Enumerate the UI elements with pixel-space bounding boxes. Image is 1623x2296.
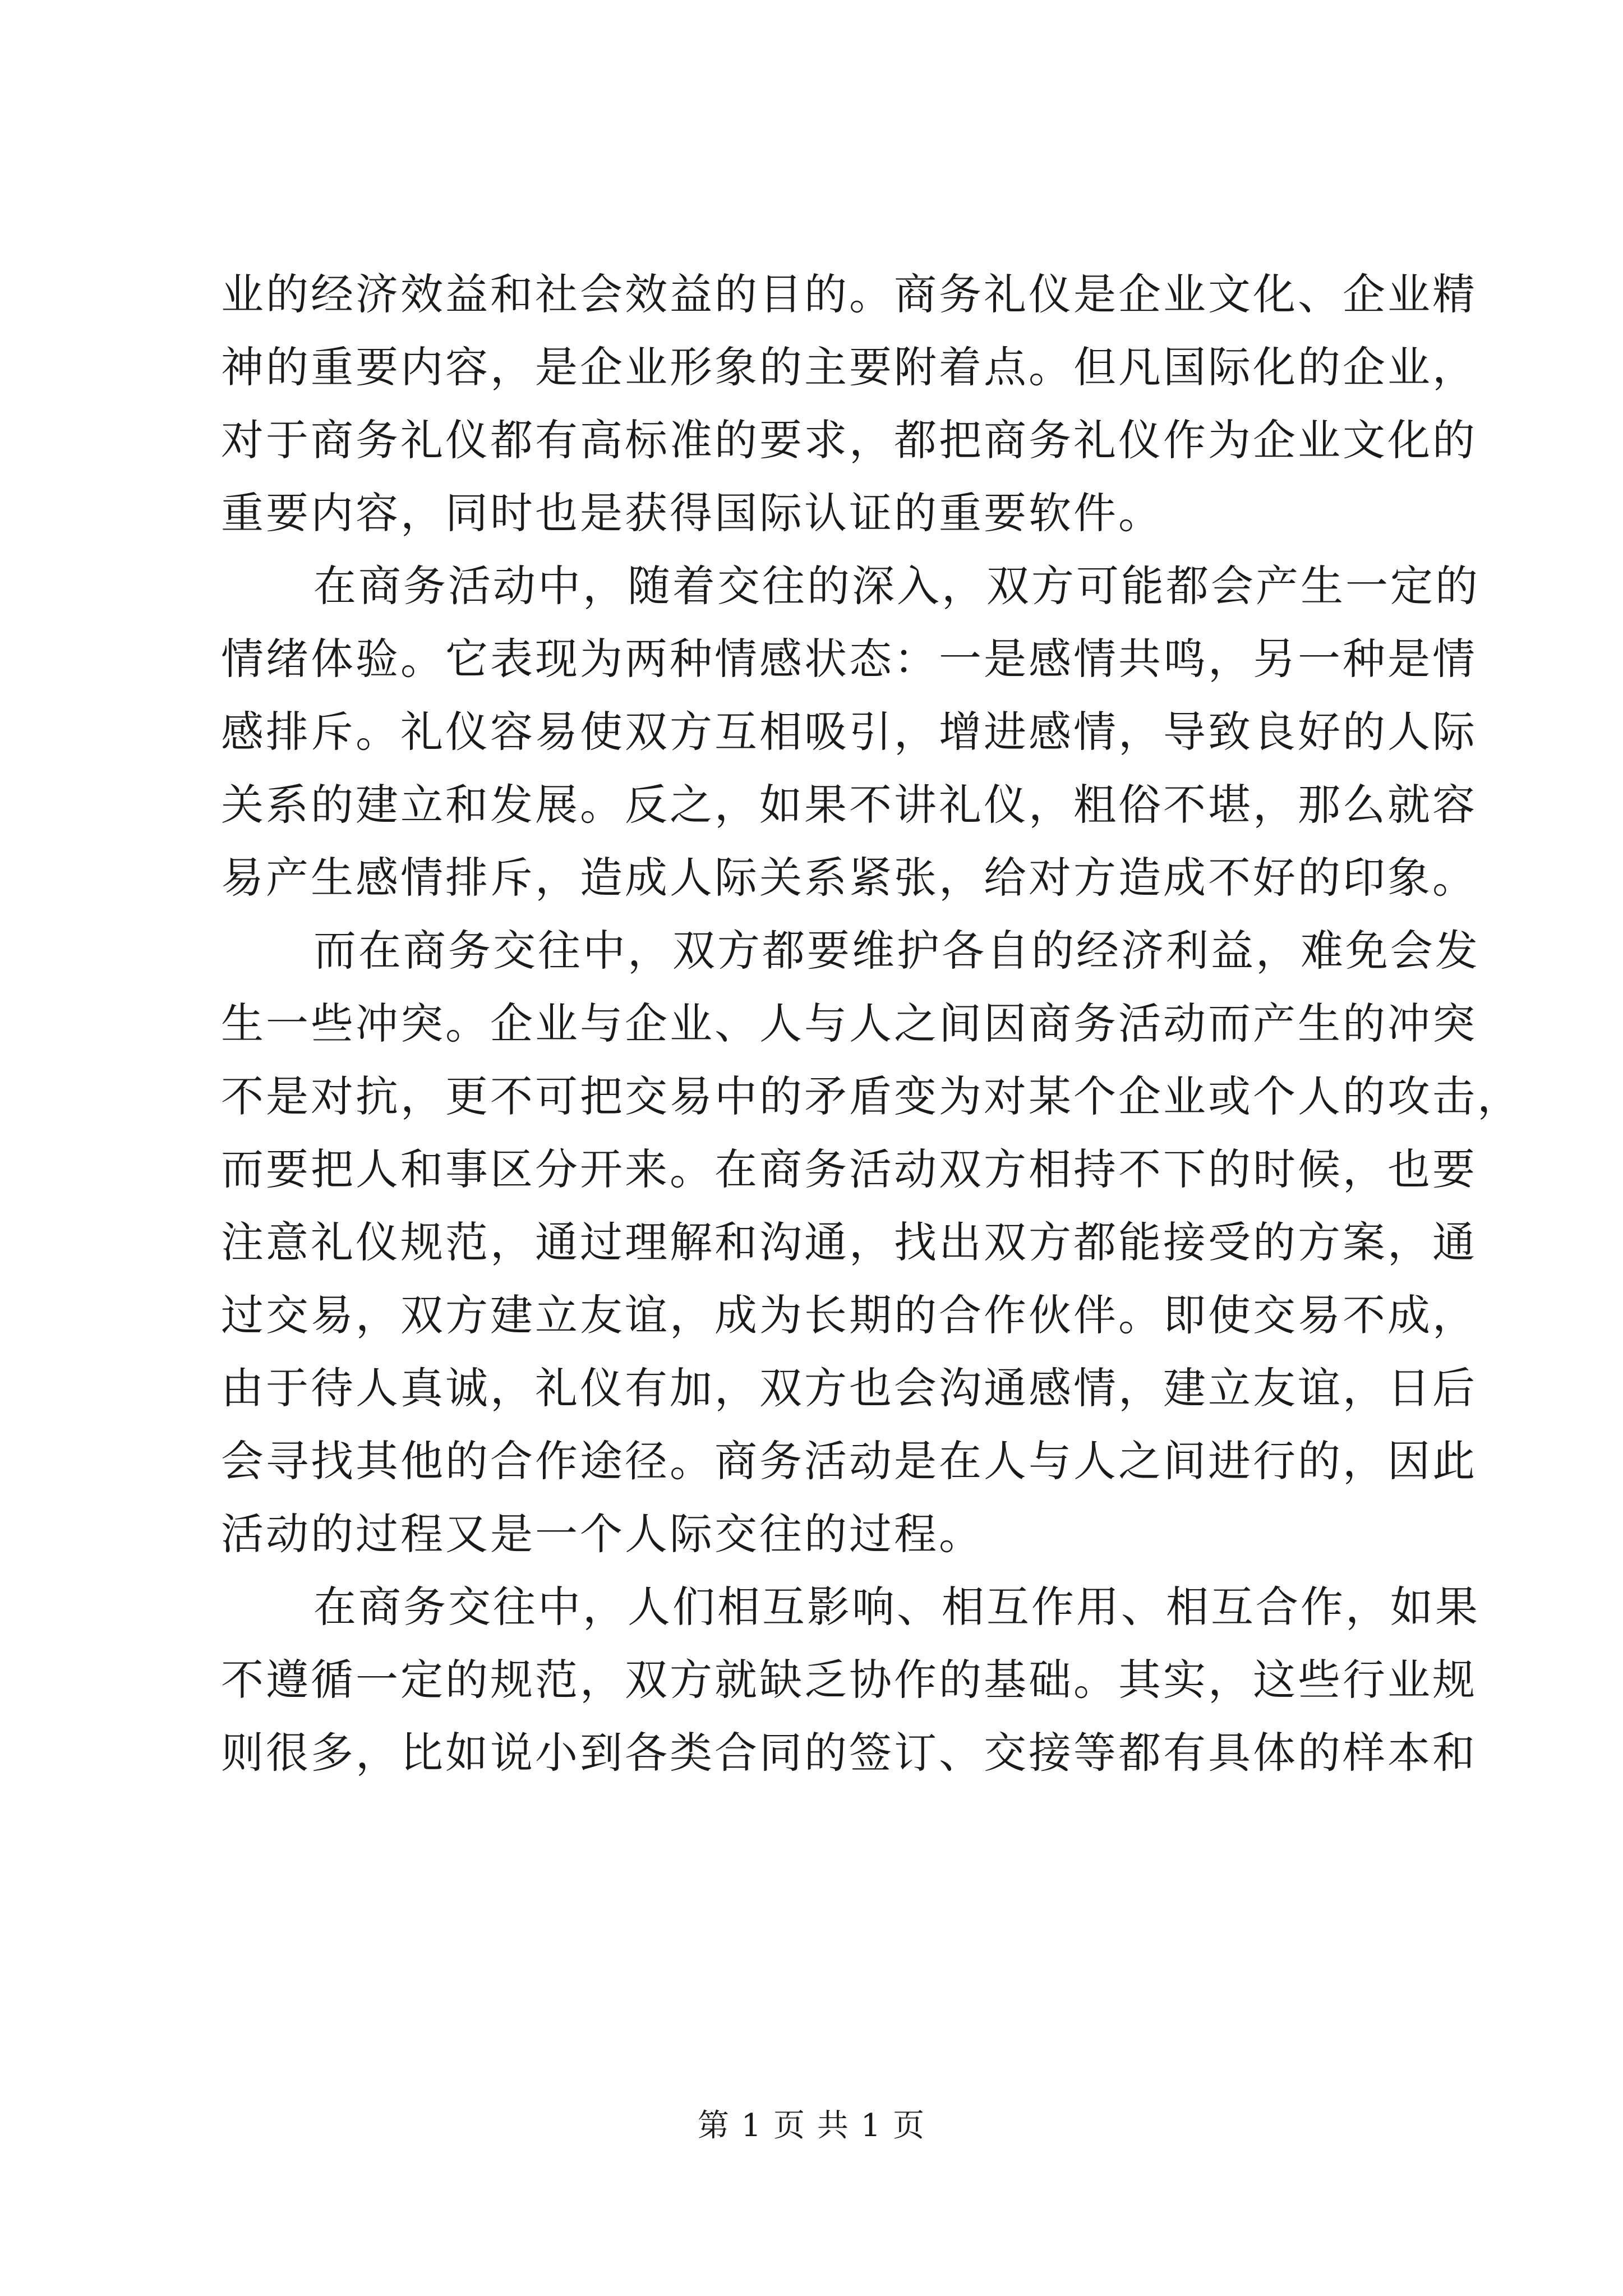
- text-line: 感排斥。礼仪容易使双方互相吸引，增进感情，导致良好的人际: [221, 707, 1477, 757]
- text-line: 在商务活动中，随着交往的深入，双方可能都会产生一定的: [313, 561, 1480, 611]
- text-line: 由于待人真诚，礼仪有加，双方也会沟通感情，建立友谊，日后: [221, 1363, 1477, 1413]
- text-line: 重要内容，同时也是获得国际认证的重要软件。: [221, 488, 1163, 538]
- page-footer: 第 1 页 共 1 页: [697, 2108, 926, 2144]
- text-line: 会寻找其他的合作途径。商务活动是在人与人之间进行的，因此: [221, 1436, 1477, 1486]
- text-line: 而要把人和事区分开来。在商务活动双方相持不下的时候，也要: [221, 1144, 1477, 1194]
- text-line: 则很多，比如说小到各类合同的签订、交接等都有具体的样本和: [221, 1728, 1477, 1778]
- text-line: 不是对抗，更不可把交易中的矛盾变为对某个企业或个人的攻击，: [221, 1071, 1522, 1121]
- text-line: 对于商务礼仪都有高标准的要求，都把商务礼仪作为企业文化的: [221, 415, 1477, 465]
- text-line: 而在商务交往中，双方都要维护各自的经济利益，难免会发: [313, 926, 1480, 976]
- text-line: 不遵循一定的规范，双方就缺乏协作的基础。其实，这些行业规: [221, 1655, 1477, 1705]
- text-line: 神的重要内容，是企业形象的主要附着点。但凡国际化的企业，: [221, 342, 1477, 392]
- text-line: 在商务交往中，人们相互影响、相互作用、相互合作，如果: [313, 1582, 1480, 1632]
- text-line: 业的经济效益和社会效益的目的。商务礼仪是企业文化、企业精: [221, 269, 1477, 319]
- text-line: 过交易，双方建立友谊，成为长期的合作伙伴。即使交易不成，: [221, 1290, 1477, 1340]
- text-line: 活动的过程又是一个人际交往的过程。: [221, 1509, 984, 1559]
- text-line: 注意礼仪规范，通过理解和沟通，找出双方都能接受的方案，通: [221, 1217, 1477, 1267]
- text-line: 生一些冲突。企业与企业、人与人之间因商务活动而产生的冲突: [221, 999, 1477, 1048]
- text-line: 情绪体验。它表现为两种情感状态：一是感情共鸣，另一种是情: [221, 634, 1477, 684]
- text-line: 关系的建立和发展。反之，如果不讲礼仪，粗俗不堪，那么就容: [221, 780, 1477, 830]
- document-body: [221, 258, 1522, 1789]
- text-line: 易产生感情排斥，造成人际关系紧张，给对方造成不好的印象。: [221, 853, 1477, 903]
